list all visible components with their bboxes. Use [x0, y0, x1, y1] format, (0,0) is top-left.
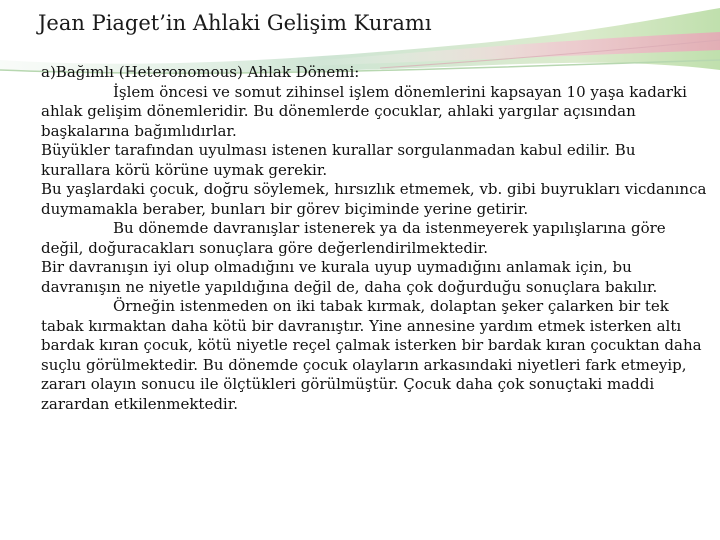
section-subtitle: a)Bağımlı (Heteronomous) Ahlak Dönemi:	[41, 63, 360, 81]
paragraph: Büyükler tarafından uyulması istenen kurallar sorgulanmadan kabul edilir. Bu kurallara körü körüne uymak gerekir.	[41, 141, 636, 179]
paragraph: Bu yaşlardaki çocuk, doğru söylemek, hırsızlık etmemek, vb. gibi buyrukları vicdanınca duymamakla beraber, bunları bir görev biçiminde yerine getirir.	[41, 180, 707, 218]
paragraph: İşlem öncesi ve somut zihinsel işlem dönemlerini kapsayan 10 yaşa kadarki ahlak gelişim dönemleridir. Bu dönemlerde çocuklar, ahlaki yargılar açısından başkalarına bağımlıdırlar.	[41, 82, 687, 140]
slide-body	[41, 63, 709, 414]
page-title: Jean Piaget’in Ahlaki Gelişim Kuramı	[38, 11, 432, 35]
paragraph: Bu dönemde davranışlar istenerek ya da istenmeyerek yapılışlarına göre değil, doğuracakları sonuçlara göre değerlendirilmektedir.	[41, 219, 666, 257]
paragraph: Bir davranışın iyi olup olmadığını ve kurala uyup uymadığını anlamak için, bu davranışın ne niyetle yapıldığına değil de, daha çok doğurduğu sonuçlara bakılır.	[41, 258, 658, 296]
paragraph: Örneğin istenmeden on iki tabak kırmak, dolaptan şeker çalarken bir tek tabak kırmaktan daha kötü bir davranıştır. Yine annesine yardım etmek isterken altı bardak kıran çocuk, kötü niyetle reçel çalmak isterken bir bardak kıran çocuktan daha suçlu görülmektedir. Bu dönemde çocuk olayların arkasındaki niyetleri fark etmeyip, zararı olayın sonucu ile ölçtükleri görülmüştür. Çocuk daha çok sonuçtaki maddi zarardan etkilenmektedir.	[41, 297, 702, 413]
